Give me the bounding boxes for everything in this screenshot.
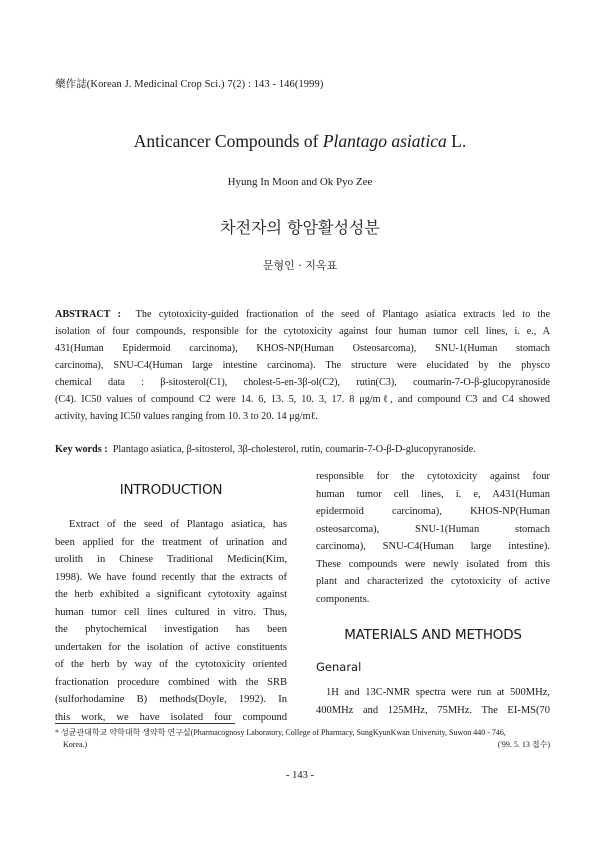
abstract-line: chemical data : β-sitosterol(C1), cholest-5-en-3β-ol(C2), rutin(C3), coumarin-7-O-β-glucopyranoside xyxy=(55,377,550,388)
footnote-received-date: ('99. 5. 13 접수) xyxy=(497,740,550,749)
intro-line: been applied for the treatment of urination and xyxy=(55,536,287,548)
general-line: 1H and 13C-NMR spectra were run at 500MHz, xyxy=(326,687,550,698)
right-line: These compounds were newly isolated from this xyxy=(316,558,550,570)
left-column xyxy=(55,482,287,726)
right-column xyxy=(316,468,550,719)
right-line: human tumor cell lines, i. e, A431(Human xyxy=(316,488,550,500)
footnote-country: Korea.) xyxy=(63,740,88,749)
intro-line: the phytochemical investigation has been xyxy=(55,624,287,635)
intro-line: undertaken for the isolation of active constituents xyxy=(55,641,287,653)
intro-line: Extract of the seed of Plantago asiatica, has xyxy=(69,519,287,530)
footnote xyxy=(55,727,550,751)
paper-authors: Hyung In Moon and Ok Pyo Zee xyxy=(227,176,373,188)
intro-line: the herb exhibited a significant cytotoxity against xyxy=(55,589,287,600)
section-heading-methods: MATERIALS AND METHODS xyxy=(344,627,522,643)
right-line: responsible for the cytotoxicity against four xyxy=(316,471,550,482)
section-heading-introduction: INTRODUCTION xyxy=(119,482,223,498)
right-line: osteosarcoma), SNU-1(Human stomach xyxy=(316,523,550,535)
intro-line: 1998). We have found recently that the extracts of xyxy=(55,571,287,583)
abstract-line: (C4). IC50 values of compound C2 were 14. 6, 13. 5, 10. 3, 17. 8 μg/mℓ, and compound C3 and C4 showed xyxy=(55,394,550,405)
introduction-body xyxy=(55,516,287,726)
right-line: plant and characterized the cytotoxicity of active xyxy=(316,576,550,587)
footnote-second-line xyxy=(55,739,550,751)
abstract-label: ABSTRACT : xyxy=(55,309,122,320)
intro-line: urolith in Chinese Traditional Medicin(Kim, xyxy=(55,554,287,565)
general-line: 400MHz and 125MHz, 75MHz. The EI-MS(70 xyxy=(316,704,550,716)
title-suffix: L. xyxy=(451,131,467,151)
keywords-label: Key words : xyxy=(55,444,108,455)
right-line: epidermoid carcinoma), KHOS-NP(Human xyxy=(316,506,550,517)
abstract xyxy=(55,306,550,425)
title-prefix: Anticancer Compounds of xyxy=(133,131,319,151)
subsection-heading-general: Genaral xyxy=(316,660,362,674)
right-line: components. xyxy=(316,593,370,605)
right-line: carcinoma), SNU-C4(Human large intestine). xyxy=(316,541,550,552)
right-body xyxy=(316,468,550,608)
page-number: - 143 - xyxy=(286,770,314,781)
abstract-line: activity, having IC50 values ranging from 10. 3 to 20. 14 μg/mℓ. xyxy=(55,411,318,422)
intro-line: fractionation procedure combined with the SRB xyxy=(55,676,287,688)
general-body xyxy=(316,684,550,719)
korean-title: 차전자의 항암활성성분 xyxy=(220,218,380,237)
journal-header: 藥作誌(Korean J. Medicinal Crop Sci.) 7(2) : 143 - 146(1999) xyxy=(55,79,324,90)
abstract-line xyxy=(55,306,550,323)
intro-line: human tumor cell lines cultured in vitro. Thus, xyxy=(55,606,287,618)
keywords xyxy=(55,444,550,455)
abstract-line: carcinoma), SNU-C4(Human large intestine carcinoma). The structure were elucidated by the physco xyxy=(55,360,550,371)
abstract-line: 431(Human Epidermoid carcinoma), KHOS-NP(Human Osteosarcoma), SNU-1(Human stomach xyxy=(55,343,550,354)
paper-title xyxy=(0,131,600,152)
footnote-rule xyxy=(55,723,235,724)
abstract-line: isolation of four compounds, responsible for the cytotoxicity against four human tumor cell lines, i. e., A xyxy=(55,326,550,337)
title-italic: Plantago asiatica xyxy=(322,131,447,151)
intro-line: (sulforhodamine B) methods(Doyle, 1992). In xyxy=(55,694,287,705)
intro-line: this work, we have isolated four compound xyxy=(55,711,287,723)
korean-authors: 문형인 · 지옥표 xyxy=(262,259,338,272)
footnote-affiliation: * 성균관대학교 약학대학 생약학 연구실(Pharmacognosy Laboratory, College of Pharmacy, SungKyunKwan University, Suwon 440 - 746, xyxy=(55,728,506,737)
abstract-text: The cytotoxicity-guided fractionation of the seed of Plantago asiatica extracts led to the xyxy=(135,309,550,320)
intro-line: of the herb by way of the cytotoxicity oriented xyxy=(55,659,287,670)
keywords-text: Plantago asiatica, β-sitosterol, 3β-cholesterol, rutin, coumarin-7-O-β-D-glucopyranoside. xyxy=(112,444,476,455)
